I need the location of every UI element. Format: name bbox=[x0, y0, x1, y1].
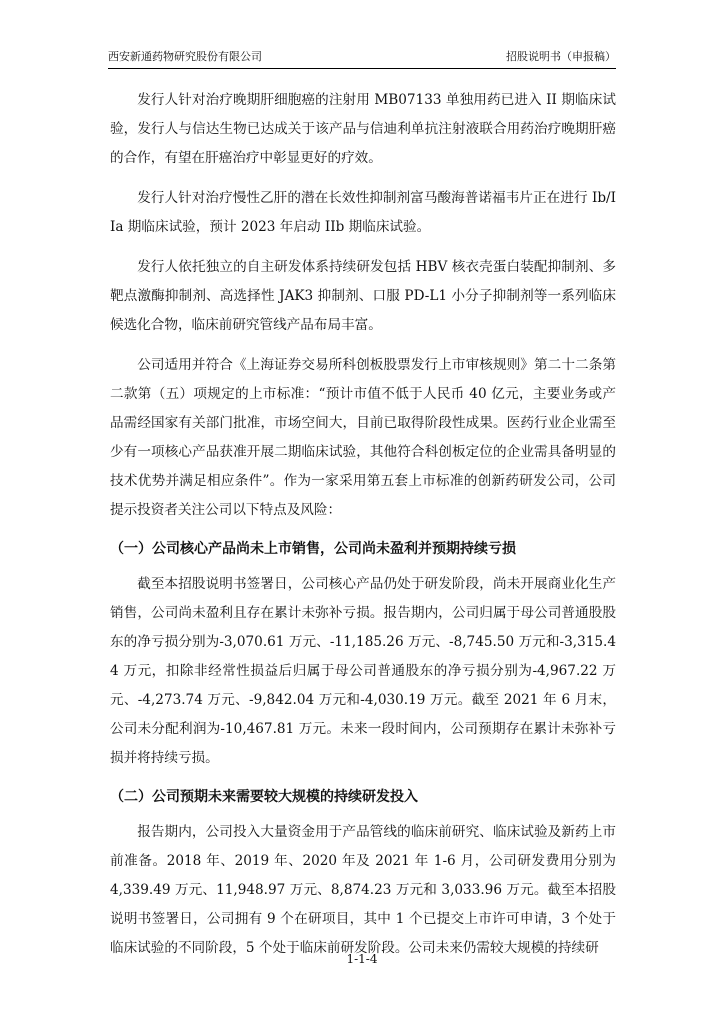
paragraph-pipeline: 发行人依托独立的自主研发体系持续研发包括 HBV 核衣壳蛋白装配抑制剂、多靶点激酶抑制剂、高选择性 JAK3 抑制剂、口服 PD-L1 小分子抑制剂等一系列临床候选化合物，临床前研究管线产品布局丰富。 bbox=[110, 259, 616, 333]
page-number: 1-1-4 bbox=[346, 952, 378, 966]
section-heading-rd-investment: （二）公司预期未来需要较大规模的持续研发投入 bbox=[110, 789, 418, 805]
header-document-title: 招股说明书（申报稿） bbox=[506, 50, 616, 63]
header-company-name: 西安新通药物研究股份有限公司 bbox=[108, 50, 262, 63]
section-heading-losses: （一）公司核心产品尚未上市销售，公司尚未盈利并预期持续亏损 bbox=[110, 541, 516, 557]
header-divider bbox=[108, 68, 616, 69]
paragraph-rd-investment: 报告期内，公司投入大量资金用于产品管线的临床前研究、临床试验及新药上市前准备。2018 年、2019 年、2020 年及 2021 年 1-6 月，公司研发费用分别为 4,339.49 万元、11,948.97 万元、8,874.23 万元和 3,033.96 万元。截至本招股说明书签署日，公司拥有 9 个在研项目，其中 1 个已提交上市许可申请，3 个处于临床试验的不同阶段，5 个处于临床前研发阶段。公司未来仍需较大规模的持续研 bbox=[110, 824, 616, 956]
paragraph-hepatitis-b: 发行人针对治疗慢性乙肝的潜在长效性抑制剂富马酸海普诺福韦片正在进行 Ib/IIa 期临床试验，预计 2023 年启动 IIb 期临床试验。 bbox=[110, 190, 616, 235]
paragraph-mb07133: 发行人针对治疗晚期肝细胞癌的注射用 MB07133 单独用药已进入 II 期临床试验，发行人与信达生物已达成关于该产品与信迪利单抗注射液联合用药治疗晚期肝癌的合作，有望在肝癌治疗中彰显更好的疗效。 bbox=[110, 92, 616, 166]
paragraph-listing-standard: 公司适用并符合《上海证券交易所科创板股票发行上市审核规则》第二十二条第二款第（五）项规定的上市标准：“预计市值不低于人民币 40 亿元，主要业务或产品需经国家有关部门批准，市场空间大，目前已取得阶段性成果。医药行业企业需至少有一项核心产品获准开展二期临床试验，其他符合科创板定位的企业需具备明显的技术优势并满足相应条件”。作为一家采用第五套上市标准的创新药研发公司，公司提示投资者关注公司以下特点及风险： bbox=[110, 357, 616, 518]
page-header bbox=[108, 48, 616, 66]
paragraph-losses: 截至本招股说明书签署日，公司核心产品仍处于研发阶段，尚未开展商业化生产销售，公司尚未盈利且存在累计未弥补亏损。报告期内，公司归属于母公司普通股股东的净亏损分别为-3,070.61 万元、-11,185.26 万元、-8,745.50 万元和-3,315.44 万元，扣除非经常性损益后归属于母公司普通股东的净亏损分别为-4,967.22 万元、-4,273.74 万元、-9,842.04 万元和-4,030.19 万元。截至 2021 年 6 月末，公司未分配利润为-10,467.81 万元。未来一段时间内，公司预期存在累计未弥补亏损并将持续亏损。 bbox=[110, 576, 616, 766]
document-body bbox=[110, 86, 616, 974]
